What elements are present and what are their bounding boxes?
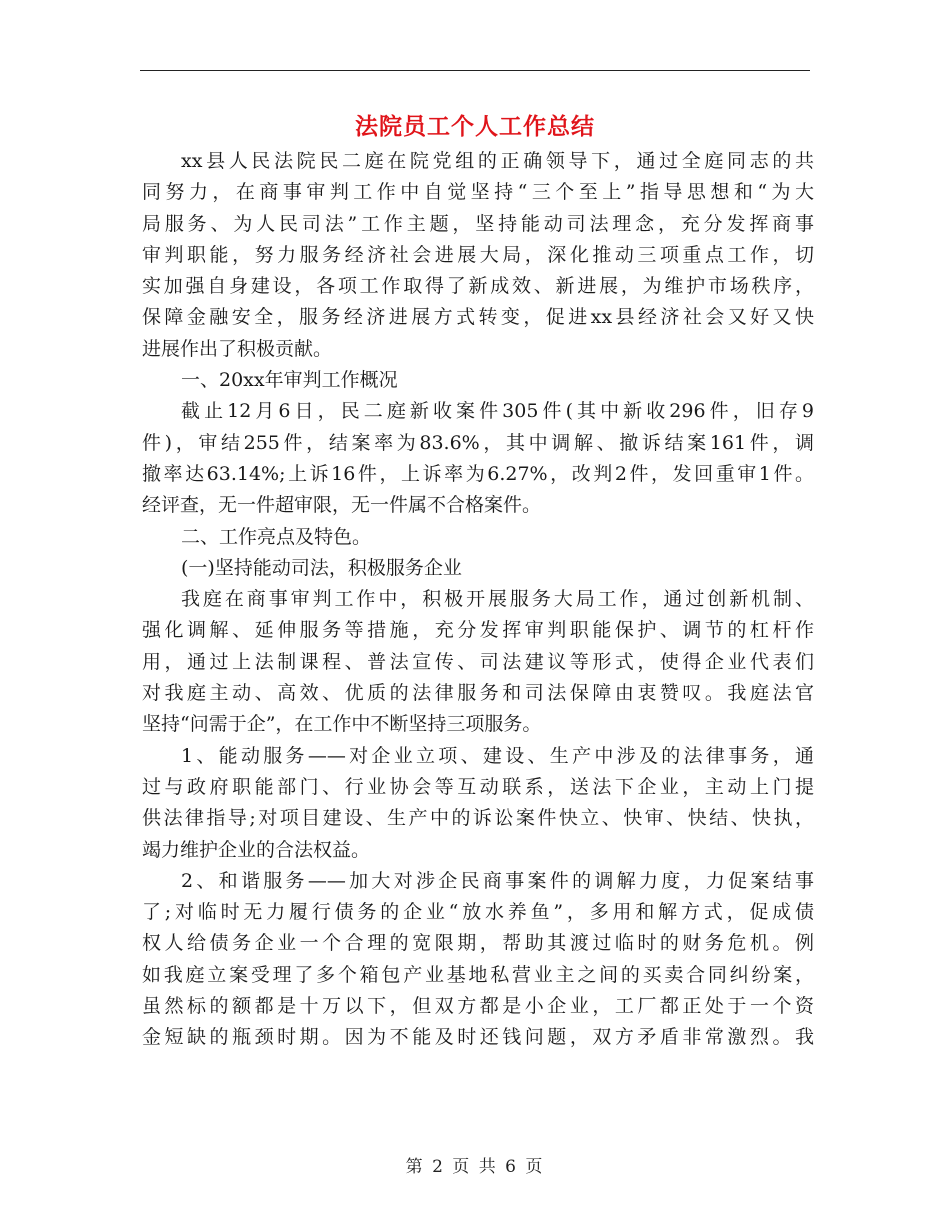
text-line: 二、工作亮点及特色。	[181, 525, 372, 548]
text-line: 经评查，无一件超审限，无一件属不合格案件。	[142, 494, 542, 517]
text-line: 竭力维护企业的合法权益。	[142, 838, 371, 861]
text-line: 金短缺的瓶颈时期。因为不能及时还钱问题，双方矛盾非常激烈。我	[142, 1026, 814, 1049]
text-line: 保障金融安全，服务经济进展方式转变，促进xx县经济社会又好又快	[142, 306, 814, 329]
text-line: 1、能动服务——对企业立项、建设、生产中涉及的法律事务，通	[181, 744, 814, 767]
text-line: 过与政府职能部门、行业协会等互动联系，送法下企业，主动上门提	[142, 775, 814, 798]
text-line: 我庭在商事审判工作中，积极开展服务大局工作，通过创新机制、	[181, 588, 814, 611]
text-line: 同努力，在商事审判工作中自觉坚持“三个至上”指导思想和“为大	[142, 181, 814, 204]
text-line: 一、20xx年审判工作概况	[181, 369, 398, 392]
text-line: 截止12月6日，民二庭新收案件305件(其中新收296件，旧存9	[181, 400, 814, 423]
text-line: 了;对临时无力履行债务的企业“放水养鱼”，多用和解方式，促成债	[142, 901, 814, 924]
document-body	[142, 146, 814, 1054]
page-footer: 第 2 页 共 6 页	[405, 1157, 545, 1177]
text-line: 供法律指导;对项目建设、生产中的诉讼案件快立、快审、快结、快执，	[142, 807, 814, 830]
text-line: (一)坚持能动司法，积极服务企业	[181, 556, 462, 579]
text-line: 坚持“问需于企”，在工作中不断坚持三项服务。	[142, 713, 542, 736]
text-line: 权人给债务企业一个合理的宽限期，帮助其渡过临时的财务危机。例	[142, 932, 814, 955]
text-line: 对我庭主动、高效、优质的法律服务和司法保障由衷赞叹。我庭法官	[142, 682, 814, 705]
text-line: 实加强自身建设，各项工作取得了新成效、新进展，为维护市场秩序，	[142, 275, 814, 298]
text-line: 进展作出了积极贡献。	[142, 337, 333, 360]
text-line: 审判职能，努力服务经济社会进展大局，深化推动三项重点工作，切	[142, 243, 814, 266]
text-line: xx县人民法院民二庭在院党组的正确领导下，通过全庭同志的共	[181, 150, 814, 172]
text-line: 2、和谐服务——加大对涉企民商事案件的调解力度，力促案结事	[181, 869, 814, 892]
text-line: 局服务、为人民司法”工作主题，坚持能动司法理念，充分发挥商事	[142, 212, 814, 235]
text-line: 件)，审结255件，结案率为83.6%，其中调解、撤诉结案161件，调	[142, 431, 814, 454]
header-rule	[140, 70, 810, 71]
document-title: 法院员工个人工作总结	[355, 113, 595, 140]
text-line: 用，通过上法制课程、普法宣传、司法建议等形式，使得企业代表们	[142, 650, 814, 673]
text-line: 强化调解、延伸服务等措施，充分发挥审判职能保护、调节的杠杆作	[142, 619, 814, 642]
text-line: 如我庭立案受理了多个箱包产业基地私营业主之间的买卖合同纠纷案，	[142, 963, 814, 986]
text-line: 虽然标的额都是十万以下，但双方都是小企业，工厂都正处于一个资	[142, 995, 814, 1018]
text-line: 撤率达63.14%;上诉16件，上诉率为6.27%，改判2件，发回重审1件。	[142, 462, 814, 485]
